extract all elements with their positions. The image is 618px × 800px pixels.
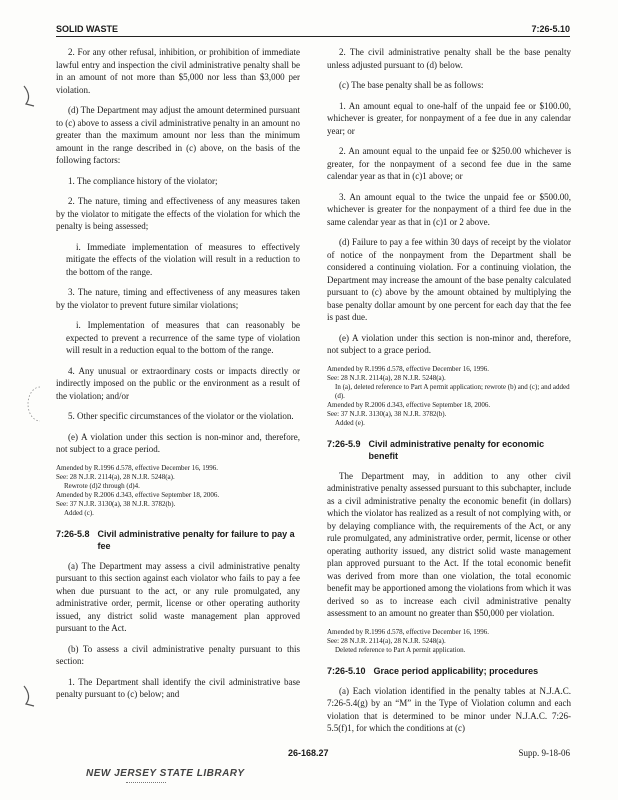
header-section: 7:26-5.10 <box>531 24 570 34</box>
header-title: SOLID WASTE <box>56 24 119 34</box>
history-line: See: 37 N.J.R. 3130(a), 38 N.J.R. 3782(b). <box>56 499 176 508</box>
paragraph-e-right: (e) A violation under this section is non-minor and, therefore, not subject to a grace period. <box>327 332 571 355</box>
section-heading-5-10 <box>327 665 571 677</box>
paragraph-e: (e) A violation under this section is non-minor and, therefore, not subject to a grace period. <box>56 431 300 454</box>
factor-4: 4. Any unusual or extraordinary costs or impacts directly or indirectly imposed on the public or the environment as a result of the violation; and/or <box>56 365 300 401</box>
factor-2: 2. The nature, timing and effectiveness of any measures taken by the violator to mitigate the effects of the violation for which the penalty is being assessed; <box>56 196 300 231</box>
paragraph-59: The Department may, in addition to any other civil administrative penalty assessed pursuant to this subchapter, include as a civil administrative penalty the economic benefit (in dollars) which the violator has realized as a result of not complying with, or by delaying compliance with, the requirements of the Act, or any rule promulgated, any administrative order, permit, license or other operating authority issued, any district solid waste management plan approved pursuant to the Act. If the total economic benefit was derived from more than one violation, the total economic benefit may be apportioned among the violations from which it was derived so as to increase each civil administrative penalty assessment to an amount no greater than $50,000 per violation. <box>327 470 571 618</box>
binder-hole-circle-icon <box>22 384 44 424</box>
history-line: Amended by R.2006 d.343, effective September 18, 2006. <box>327 400 491 409</box>
history-line: Added (e). <box>335 418 365 427</box>
section-heading-5-8 <box>56 528 300 552</box>
factor-1: 1. The compliance history of the violator; <box>68 175 218 186</box>
factor-2-i: i. Immediate implementation of measures to effectively mitigate the effects of the violation will result in a reduction to the bottom of the range. <box>66 241 300 277</box>
paragraph-c2: 2. For any other refusal, inhibition, or prohibition of immediate lawful entry and inspection the civil administrative penalty shall be in an amount of not more than $5,000 nor less than $3,000 per violation. <box>56 47 300 95</box>
base-penalty-1: 1. An amount equal to one-half of the unpaid fee or $100.00, whichever is greater, for nonpayment of a fee due in any calendar year; or <box>327 100 571 136</box>
amendment-history <box>56 464 300 518</box>
section-number: 7:26-5.10 <box>327 665 366 676</box>
paragraph-d-continuing: (d) Failure to pay a fee within 30 days of receipt by the violator of notice of the nonpayment from the Department shall be considered a continuing violation. For a continuing violation, the Department may increase the amount of the base penalty calculated pursuant to (c) above by the amount obtained by multiplying the base penalty dollar amount by one percent for each day that the fee is past due. <box>327 237 571 322</box>
history-line: See: 37 N.J.R. 3130(a), 38 N.J.R. 3782(b). <box>327 409 447 418</box>
binder-hole-mark-icon <box>22 84 36 108</box>
running-header <box>56 22 570 37</box>
section-title: Civil administrative penalty for economic benefit <box>368 438 545 461</box>
stamp-underline <box>126 782 166 783</box>
section-number: 7:26-5.8 <box>56 528 90 539</box>
paragraph-c: (c) The base penalty shall be as follows: <box>339 80 484 90</box>
paragraph-58b: (b) To assess a civil administrative penalty pursuant to this section: <box>56 643 300 666</box>
right-column <box>327 46 571 743</box>
history-line: Amended by R.1996 d.578, effective December 16, 1996. <box>327 364 489 373</box>
history-line: See: 28 N.J.R. 2114(a), 28 N.J.R. 5248(a). <box>327 636 446 645</box>
amendment-history <box>327 628 571 655</box>
factor-5: 5. Other specific circumstances of the violator or the violation. <box>68 411 294 421</box>
history-line: See: 28 N.J.R. 2114(a), 28 N.J.R. 5248(a). <box>56 472 175 481</box>
history-line: Deleted reference to Part A permit application. <box>335 645 466 654</box>
history-line: Added (c). <box>64 508 94 517</box>
page-number: 26-168.27 <box>288 748 329 758</box>
paragraph-58b1: 1. The Department shall identify the civil administrative base penalty pursuant to (c) below; and <box>56 676 300 699</box>
section-heading-5-9 <box>327 438 571 462</box>
paragraph-b2: 2. The civil administrative penalty shall be the base penalty unless adjusted pursuant to (d) below. <box>327 47 571 70</box>
section-title: Grace period applicability; procedures <box>373 665 539 676</box>
binder-hole-mark-icon <box>22 684 36 708</box>
history-line: Rewrote (d)2 through (d)4. <box>64 481 140 490</box>
history-line: Amended by R.2006 d.343, effective September 18, 2006. <box>56 490 220 499</box>
supplement-date: Supp. 9-18-06 <box>518 748 570 758</box>
base-penalty-2: 2. An amount equal to the unpaid fee or $250.00 whichever is greater, for the nonpayment of a second fee due in the same calendar year as that in (c)1 above; or <box>327 146 571 181</box>
history-line: Amended by R.1996 d.578, effective December 16, 1996. <box>327 627 489 636</box>
base-penalty-3: 3. An amount equal to the twice the unpaid fee or $500.00, whichever is greater for the nonpayment of a third fee due in the same calendar year as that in (c)1 or 2 above. <box>327 191 571 227</box>
paragraph-510a: (a) Each violation identified in the penalty tables at N.J.A.C. 7:26-5.4(g) by an “M” in the Type of Violation column and each violation that is determined to be minor under N.J.A.C. 7:26-5.5(f)1, for which the conditions at (c) <box>327 685 571 733</box>
factor-3-i: i. Implementation of measures that can reasonably be expected to prevent a recurrence of the same type of violation will result in a reduction equal to the bottom of the range. <box>66 320 300 355</box>
section-title: Civil administrative penalty for failure to pay a fee <box>97 528 295 551</box>
history-line: See: 28 N.J.R. 2114(a), 28 N.J.R. 5248(a). <box>327 373 446 382</box>
left-column <box>56 46 300 709</box>
paragraph-58a: (a) The Department may assess a civil administrative penalty pursuant to this section against each violator who fails to pay a fee when due pursuant to the act, or any rule promulgated, any administrative order, permit, license or other operating authority issued, any district solid waste management plan approved pursuant to the Act. <box>56 560 300 633</box>
paragraph-d: (d) The Department may adjust the amount determined pursuant to (c) above to assess a civil administrative penalty in an amount no greater than the maximum amount nor less than the minimum amount in the range described in (c) above, on the basis of the following factors: <box>56 105 300 165</box>
section-number: 7:26-5.9 <box>327 438 361 449</box>
amendment-history <box>327 365 571 428</box>
factor-3: 3. The nature, timing and effectiveness of any measures taken by the violator to prevent future similar violations; <box>56 287 300 310</box>
history-line: Amended by R.1996 d.578, effective December 16, 1996. <box>56 463 218 472</box>
history-line: In (a), deleted reference to Part A permit application; rewrote (b) and (c); and added (d). <box>335 382 570 400</box>
library-stamp: NEW JERSEY STATE LIBRARY <box>86 768 245 779</box>
